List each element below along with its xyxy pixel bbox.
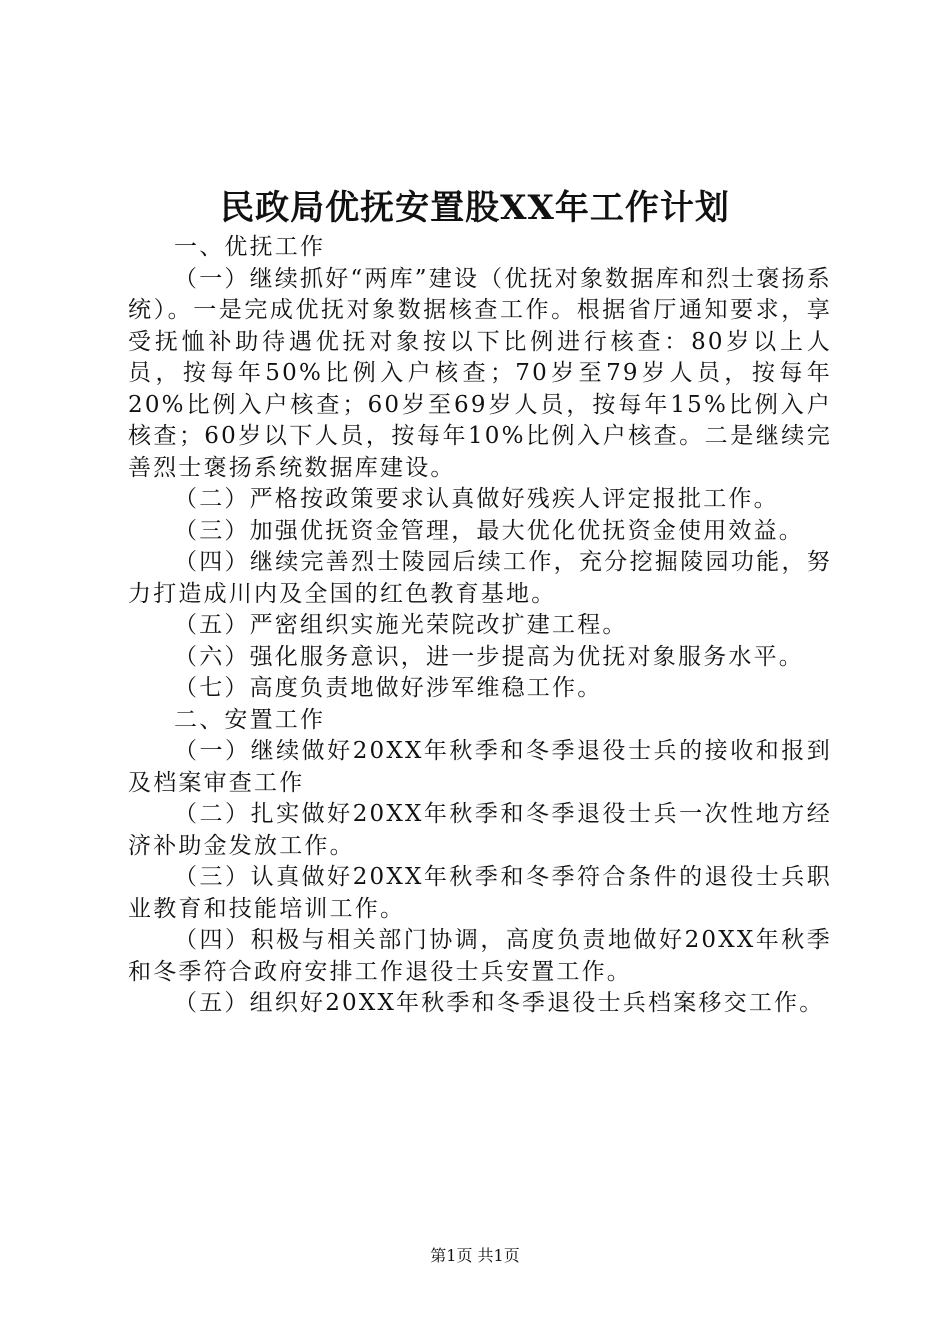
paragraph: （七）高度负责地做好涉军维稳工作。 xyxy=(174,675,603,701)
paragraph: （二）扎实做好20XX年秋季和冬季退役士兵一次性地方经济补助金发放工作。 xyxy=(128,801,832,859)
paragraph: （六）强化服务意识，进一步提高为优抚对象服务水平。 xyxy=(174,643,804,670)
paragraph: （二）严格按政策要求认真做好残疾人评定报批工作。 xyxy=(174,486,779,512)
paragraph: （四）积极与相关部门协调，高度负责地做好20XX年秋季和冬季符合政府安排工作退役士兵安置工作。 xyxy=(128,927,832,985)
section-heading-youfu: 一、优抚工作 xyxy=(174,234,326,260)
page-footer: 第1页 共1页 xyxy=(430,1246,520,1265)
document-body xyxy=(128,232,832,1020)
paragraph: （五）组织好20XX年秋季和冬季退役士兵档案移交工作。 xyxy=(174,990,825,1016)
paragraph: （一）继续抓好“两库”建设（优抚对象数据库和烈士褒扬系统）。一是完成优抚对象数据核查工作。根据省厅通知要求，享受抚恤补助待遇优抚对象按以下比例进行核查：80岁以上人员，按每年50%比例入户核查；70岁至79岁人员，按每年20%比例入户核查；60岁至69岁人员，按每年15%比例入户核查；60岁以下人员，按每年10%比例入户核查。二是继续完善烈士褒扬系统数据库建设。 xyxy=(128,265,832,481)
document-title: 民政局优抚安置股XX年工作计划 xyxy=(220,188,730,228)
paragraph: （四）继续完善烈士陵园后续工作，充分挖掘陵园功能，努力打造成川内及全国的红色教育基地。 xyxy=(128,549,832,607)
paragraph: （三）加强优抚资金管理，最大优化优抚资金使用效益。 xyxy=(174,517,804,544)
section-heading-anzhi: 二、安置工作 xyxy=(174,706,326,733)
paragraph: （一）继续做好20XX年秋季和冬季退役士兵的接收和报到及档案审查工作 xyxy=(128,738,832,796)
paragraph: （三）认真做好20XX年秋季和冬季符合条件的退役士兵职业教育和技能培训工作。 xyxy=(128,864,832,922)
paragraph: （五）严密组织实施光荣院改扩建工程。 xyxy=(174,612,628,638)
